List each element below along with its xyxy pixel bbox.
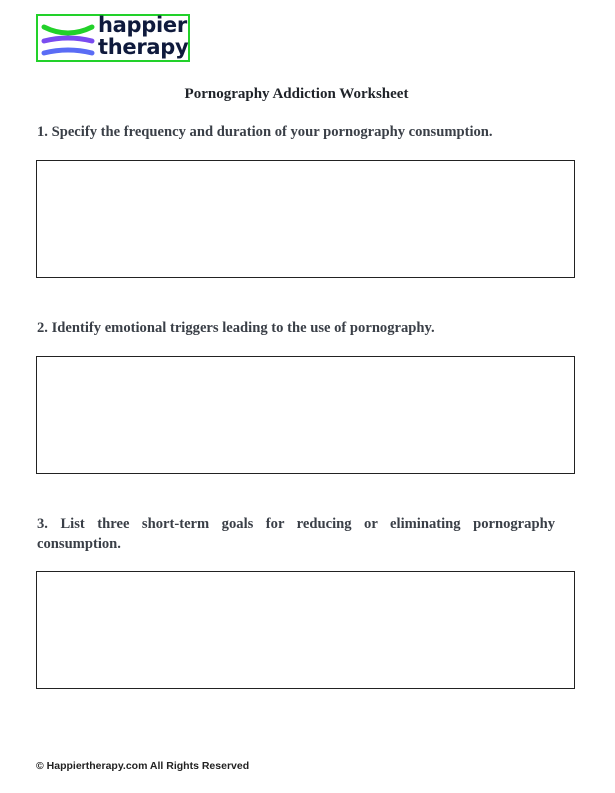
logo-wordmark	[98, 14, 188, 58]
question-2: 2. Identify emotional triggers leading to the use of pornography.	[37, 320, 435, 336]
logo-arcs-icon	[40, 21, 96, 59]
happier-therapy-logo	[36, 14, 190, 62]
answer-box-3[interactable]	[36, 571, 575, 689]
answer-box-1[interactable]	[36, 160, 575, 278]
question-3: 3. List three short-term goals for reducing or eliminating pornography consumption.	[37, 516, 555, 552]
copyright-footer: © Happiertherapy.com All Rights Reserved	[36, 760, 250, 772]
question-1: 1. Specify the frequency and duration of your pornography consumption.	[37, 124, 493, 140]
answer-box-2[interactable]	[36, 356, 575, 474]
worksheet-title: Pornography Addiction Worksheet	[184, 86, 409, 102]
logo-word-happier: happier	[98, 13, 187, 37]
logo-word-therapy: therapy	[98, 35, 189, 59]
